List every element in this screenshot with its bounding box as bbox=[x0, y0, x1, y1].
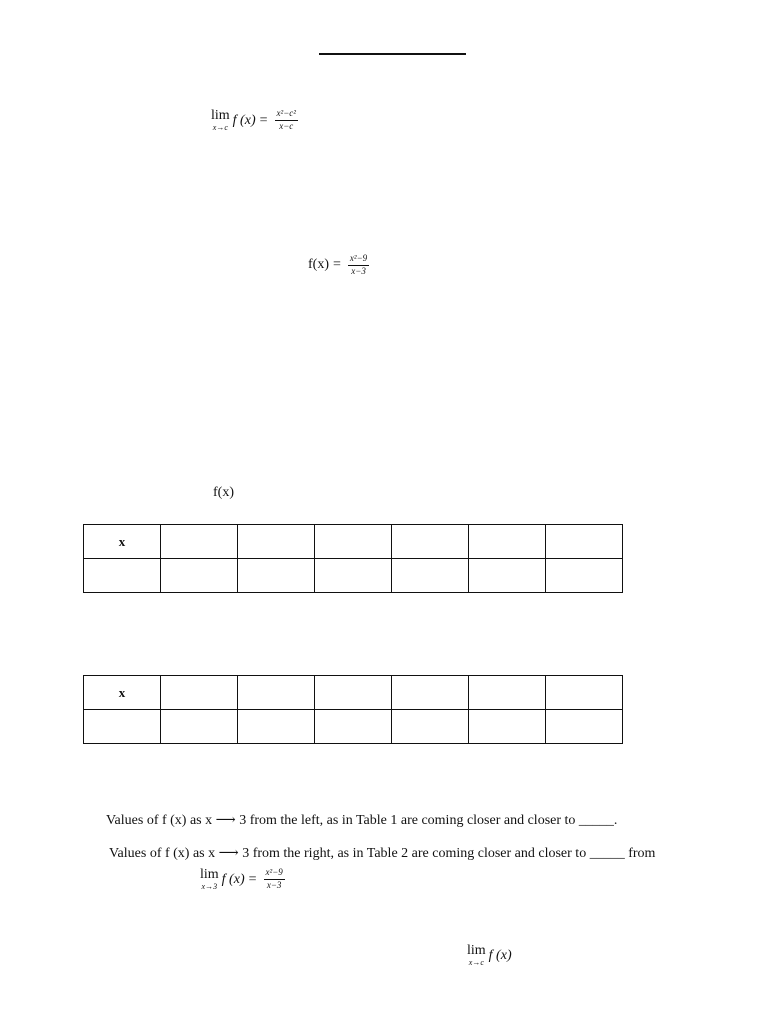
table-cell bbox=[238, 710, 315, 744]
table-cell bbox=[161, 559, 238, 593]
table-cell bbox=[392, 710, 469, 744]
lim-word: lim bbox=[467, 943, 486, 958]
fraction-numerator: x²−c² bbox=[275, 109, 298, 121]
statement-left-limit: Values of f (x) as x ⟶ 3 from the left, as in Table 1 are coming closer and closer to _____. bbox=[106, 813, 618, 828]
title-blank-line bbox=[319, 53, 466, 55]
table-cell-x-header: x bbox=[84, 525, 161, 559]
table-row bbox=[84, 559, 623, 593]
table-cell bbox=[469, 525, 546, 559]
table-2-right-values bbox=[83, 675, 623, 744]
final-limit-formula bbox=[467, 944, 512, 967]
table-cell bbox=[161, 525, 238, 559]
table-cell bbox=[238, 676, 315, 710]
table-cell bbox=[546, 676, 623, 710]
table-cell bbox=[392, 525, 469, 559]
lim-word: lim bbox=[211, 108, 230, 123]
table-cell bbox=[161, 710, 238, 744]
statement-right-limit: Values of f (x) as x ⟶ 3 from the right, as in Table 2 are coming closer and closer to _____ from bbox=[109, 846, 656, 861]
fraction-numerator: x²−9 bbox=[348, 254, 369, 266]
table-cell bbox=[238, 525, 315, 559]
table-cell bbox=[161, 676, 238, 710]
table-cell bbox=[392, 559, 469, 593]
function-name: f (x) bbox=[221, 871, 245, 887]
limit-at-three-formula bbox=[200, 868, 285, 891]
table-cell bbox=[84, 710, 161, 744]
fraction-numerator: x²−9 bbox=[264, 868, 285, 880]
lim-subscript: x→c bbox=[212, 123, 228, 132]
table-cell bbox=[315, 710, 392, 744]
table-cell bbox=[469, 710, 546, 744]
table-cell bbox=[546, 559, 623, 593]
fraction bbox=[348, 254, 369, 277]
lim-subscript: x→3 bbox=[201, 882, 218, 891]
table-cell bbox=[546, 710, 623, 744]
equals-sign: = bbox=[248, 871, 257, 887]
function-name: f (x) bbox=[488, 947, 512, 963]
fraction-denominator: x−c bbox=[279, 121, 294, 131]
lim-subscript: x→c bbox=[468, 958, 484, 967]
table-cell bbox=[469, 559, 546, 593]
equals-sign: = bbox=[333, 257, 341, 273]
table-row bbox=[84, 676, 623, 710]
fraction bbox=[264, 868, 285, 891]
table-row bbox=[84, 710, 623, 744]
table-cell bbox=[315, 525, 392, 559]
table-row bbox=[84, 525, 623, 559]
limit-operator bbox=[211, 109, 230, 132]
table-cell bbox=[315, 559, 392, 593]
table-cell bbox=[469, 676, 546, 710]
function-name: f (x) bbox=[232, 112, 256, 128]
fraction bbox=[275, 109, 298, 132]
limit-definition-formula bbox=[211, 109, 298, 132]
function-lhs: f(x) bbox=[308, 257, 329, 273]
equals-sign: = bbox=[259, 112, 268, 128]
table-cell bbox=[315, 676, 392, 710]
example-function-formula bbox=[308, 254, 369, 277]
table-cell bbox=[546, 525, 623, 559]
limit-operator bbox=[467, 944, 486, 967]
lim-word: lim bbox=[200, 867, 219, 882]
table-cell bbox=[84, 559, 161, 593]
fraction-denominator: x−3 bbox=[266, 880, 282, 890]
table-1-left-values bbox=[83, 524, 623, 593]
table-cell bbox=[392, 676, 469, 710]
table-cell-x-header: x bbox=[84, 676, 161, 710]
table-cell bbox=[238, 559, 315, 593]
limit-operator bbox=[200, 868, 219, 891]
fraction-denominator: x−3 bbox=[351, 265, 366, 276]
fx-label: f(x) bbox=[213, 485, 234, 500]
